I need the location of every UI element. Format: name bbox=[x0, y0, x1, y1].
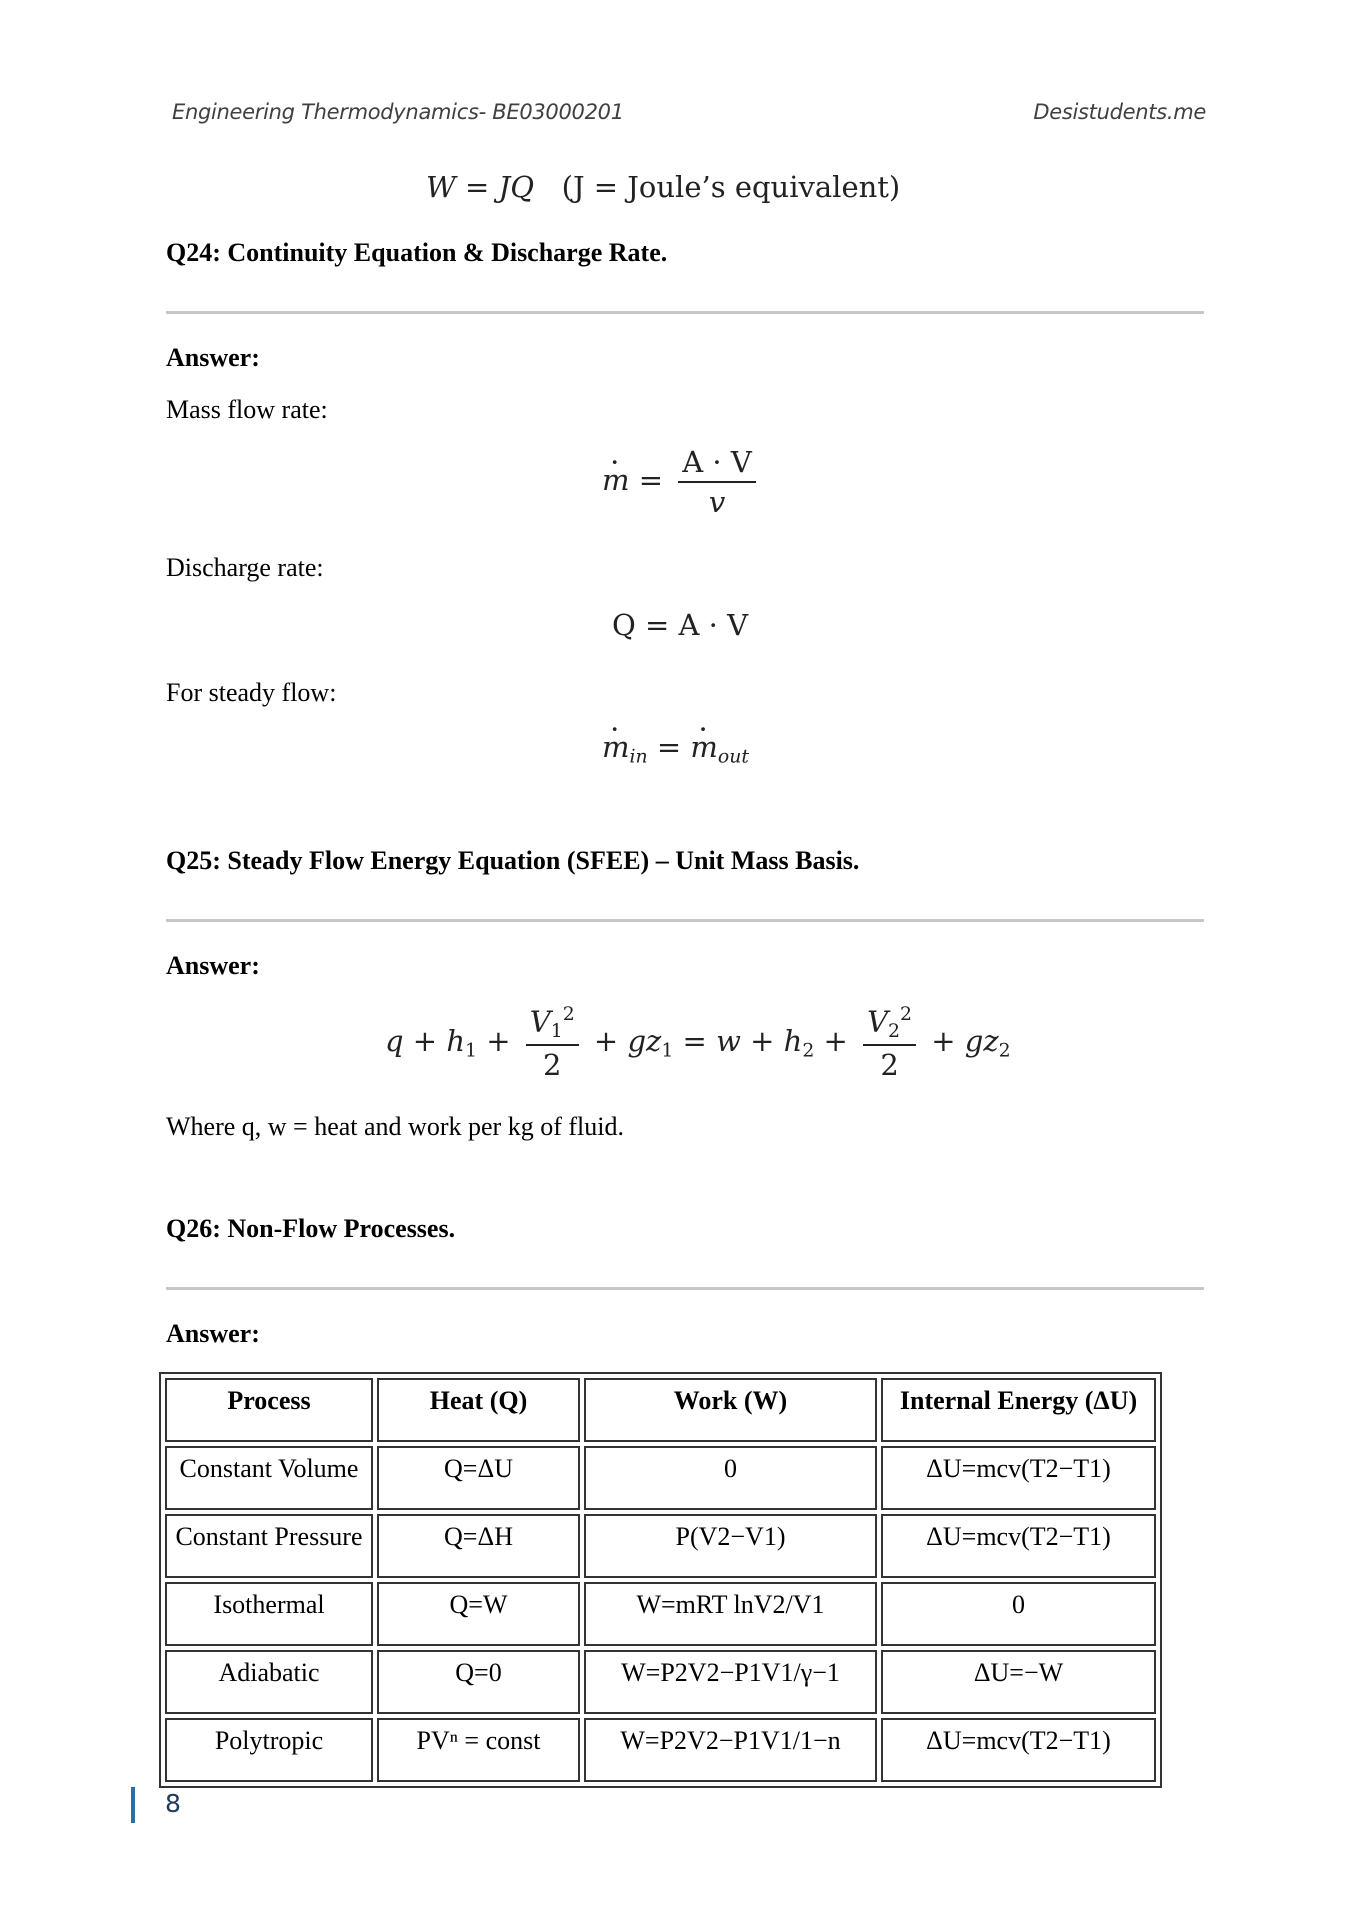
question-26-title: Q26: Non-Flow Processes. bbox=[166, 1214, 456, 1243]
cell: ΔU=−W bbox=[881, 1650, 1156, 1714]
answer-label: Answer: bbox=[166, 951, 260, 980]
mass-flow-label: Mass flow rate: bbox=[166, 395, 328, 424]
question-24-title: Q24: Continuity Equation & Discharge Rate. bbox=[166, 238, 668, 267]
cell: Q=ΔH bbox=[377, 1514, 580, 1578]
page-number: 8 bbox=[165, 1789, 181, 1818]
header-work: Work (W) bbox=[584, 1378, 877, 1442]
processes-table bbox=[159, 1372, 1162, 1788]
cell: Constant Pressure bbox=[165, 1514, 373, 1578]
table-row bbox=[165, 1514, 1156, 1578]
divider bbox=[166, 919, 1204, 922]
cell: W=P2V2−P1V1/γ−1 bbox=[584, 1650, 877, 1714]
cell: Q=ΔU bbox=[377, 1446, 580, 1510]
cell: 0 bbox=[584, 1446, 877, 1510]
cell: W=mRT lnV2/V1 bbox=[584, 1582, 877, 1646]
joule-equation: W = JQ (J = Joule’s equivalent) bbox=[426, 170, 901, 204]
running-header-site: Desistudents.me bbox=[1033, 100, 1206, 124]
divider bbox=[166, 1287, 1204, 1290]
table-row bbox=[165, 1650, 1156, 1714]
sub-in: in bbox=[629, 746, 648, 768]
header-internal-energy: Internal Energy (ΔU) bbox=[881, 1378, 1156, 1442]
steady-flow-label: For steady flow: bbox=[166, 678, 337, 707]
table-row bbox=[165, 1582, 1156, 1646]
cell: PVⁿ = const bbox=[377, 1718, 580, 1782]
cell: Adiabatic bbox=[165, 1650, 373, 1714]
steady-flow-equation: · $m_{in}$ = · $m_{out}$ bbox=[602, 730, 749, 768]
cell: 0 bbox=[881, 1582, 1156, 1646]
cell: Isothermal bbox=[165, 1582, 373, 1646]
m-dot: · m bbox=[602, 463, 630, 497]
cell: P(V2−V1) bbox=[584, 1514, 877, 1578]
answer-label: Answer: bbox=[166, 343, 260, 372]
discharge-equation: Q = A · V bbox=[612, 608, 749, 642]
cell: ΔU=mcv(T2−T1) bbox=[881, 1446, 1156, 1510]
header-process: Process bbox=[165, 1378, 373, 1442]
divider bbox=[166, 311, 1204, 314]
discharge-label: Discharge rate: bbox=[166, 553, 324, 582]
sub-out: out bbox=[717, 746, 749, 768]
cell: ΔU=mcv(T2−T1) bbox=[881, 1514, 1156, 1578]
mass-flow-equation: · m = $\frac{A \cdot V}{v}$ bbox=[602, 445, 762, 519]
page-number-accent-bar bbox=[131, 1787, 135, 1823]
fraction bbox=[678, 445, 756, 519]
numerator: A · V bbox=[678, 445, 756, 483]
denominator bbox=[709, 483, 725, 519]
eq-lhs: W bbox=[426, 170, 456, 204]
eq-rhs: JQ bbox=[498, 170, 534, 204]
table-header-row bbox=[165, 1378, 1156, 1442]
cell: ΔU=mcv(T2−T1) bbox=[881, 1718, 1156, 1782]
sfee-equation: $q + h_1$ + $\frac{V_1^2}{2}$ + $gz_1 = w + h_2$ + $\frac{V_2^2}{2}$ + $gz_2$ bbox=[385, 1004, 1011, 1082]
table-row bbox=[165, 1446, 1156, 1510]
cell: Q=W bbox=[377, 1582, 580, 1646]
question-25-title: Q25: Steady Flow Energy Equation (SFEE) – Unit Mass Basis. bbox=[166, 846, 860, 875]
cell: W=P2V2−P1V1/1−n bbox=[584, 1718, 877, 1782]
denominator-var: v bbox=[708, 485, 726, 519]
eq-note: (J = Joule’s equivalent) bbox=[561, 170, 901, 204]
answer-label: Answer: bbox=[166, 1319, 260, 1348]
cell: Q=0 bbox=[377, 1650, 580, 1714]
cell: Polytropic bbox=[165, 1718, 373, 1782]
table-row bbox=[165, 1718, 1156, 1782]
running-header-title: Engineering Thermodynamics- BE03000201 bbox=[172, 100, 624, 124]
where-text: Where q, w = heat and work per kg of fluid. bbox=[166, 1112, 624, 1141]
cell: Constant Volume bbox=[165, 1446, 373, 1510]
header-heat: Heat (Q) bbox=[377, 1378, 580, 1442]
